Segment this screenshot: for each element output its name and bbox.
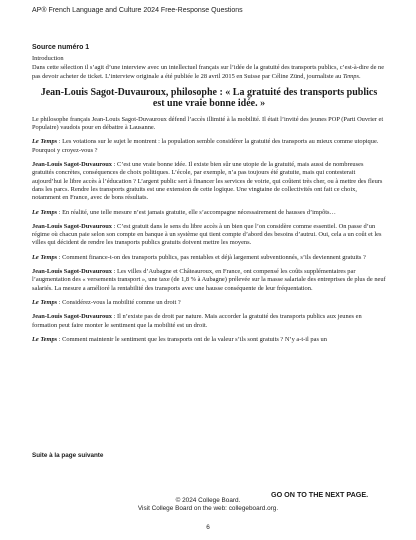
intro-label: Introduction [32, 55, 64, 63]
page-number: 6 [206, 524, 210, 531]
speaker-name: Jean-Louis Sagot-Duvauroux [32, 222, 112, 230]
speaker-text: : C’est une vraie bonne idée. Il existe bien sûr une utopie de la gratuité, mais aussi de nombreuses gratuités concrètes, conséquences de choix politiques. L’école, par exemple, n’a pas toujours été gratuite, mais qui contesterait aujourd’hui le libre accès à l’éducation ? L’argent public sert à financer les services de voirie, qui coûtent très cher, ou à mettre des fleurs dans les parcs. Rendre les transports gratuits est une extension de cette logique. Une vingtaine de collectivités ont fait ce choix, notamment en France, avec de bons résultats. [32, 161, 383, 202]
speaker-text: : Comment maintenir le sentiment que les transports ont de la valeur s’ils sont gratuits ? N’y a-t-il pas un [57, 335, 327, 343]
continue-notice: Suite à la page suivante [32, 452, 104, 459]
interview-paragraph [32, 223, 386, 248]
speaker-name: Le Temps [32, 335, 58, 343]
speaker-name: Jean-Louis Sagot-Duvauroux [32, 268, 112, 276]
speaker-name: Le Temps [32, 298, 58, 306]
interview-paragraph [32, 138, 386, 155]
page-header: AP® French Language and Culture 2024 Free-Response Questions [32, 7, 243, 14]
speaker-text: : En réalité, une telle mesure n’est jamais gratuite, elle s’accompagne nécessairement de hausses d’impôts… [57, 208, 336, 216]
article-lead: Le philosophe français Jean-Louis Sagot-Duvauroux défend l’accès illimité à la mobilité. Il était l’invité des jeunes POP (Parti Ouvrier et Populaire) vaudois pour en débattre à Lausanne. [32, 115, 384, 132]
interview-exchanges [32, 138, 386, 344]
speaker-text: : Les votations sur le sujet le montrent : la population semble considérer la gratuité des transports au mieux comme utopique. Pourquoi y croyez-vous ? [32, 138, 379, 154]
speaker-name: Jean-Louis Sagot-Duvauroux [32, 313, 112, 321]
document-body [32, 44, 386, 350]
speaker-text: : C’est gratuit dans le sens du libre accès à un bien que l’on considère comme essentiel. On passe d’un régime où chacun paie selon son compte en banque à un système qui tient compte d’abord des besoins d’autrui. Oui, cela a un coût et les villes qui décident de rendre les transports publics gratuits doivent mettre les moyens. [32, 222, 382, 247]
page-footer [0, 497, 416, 513]
footer-website: Visit College Board on the web: collegeboard.org. [137, 505, 279, 512]
speaker-text: : Les villes d’Aubagne et Châteauroux, en France, ont compensé les coûts supplémentaires par l’augmentation des « versements transport », une taxe (de 1,8 % à Aubagne) prélevée sur la masse salariale des entreprises de plus de neuf salariés. La mesure a amélioré la rentabilité des transports avec une hausse conséquente de leur fréquentation. [32, 268, 386, 292]
speaker-name: Le Temps [32, 208, 58, 216]
interview-paragraph [32, 209, 386, 217]
speaker-name: Le Temps [32, 253, 58, 261]
speaker-name: Le Temps [32, 138, 58, 146]
interview-paragraph [32, 299, 386, 307]
interview-paragraph [32, 268, 386, 293]
speaker-text: : Considérez-vous la mobilité comme un droit ? [57, 298, 181, 306]
speaker-name: Jean-Louis Sagot-Duvauroux [32, 161, 112, 169]
intro-body: Dans cette sélection il s’agit d’une interview avec un intellectuel français sur l’idée de la gratuité des transports publics, c’est-à-dire de ne pas devoir acheter de ticket. L’interview originale a été publiée le 28 avril 2015 en Suisse par Céline Zünd, journaliste au [32, 64, 385, 80]
speaker-text: : Il n’existe pas de droit par nature. Mais accorder la gratuité des transports publics aux jeunes en formation peut faire monter le sentiment que la mobilité est un droit. [32, 313, 362, 329]
source-title: Source numéro 1 [32, 44, 90, 51]
intro-end: . [358, 72, 361, 80]
interview-paragraph [32, 254, 386, 262]
article-title: Jean-Louis Sagot-Duvauroux, philosophe : « La gratuité des transports publics est une vraie bonne idée. » [40, 86, 378, 110]
intro-text [32, 64, 386, 81]
intro-journal: Temps [342, 72, 359, 80]
speaker-text: : Comment finance-t-on des transports publics, pas rentables et déjà largement subventionnés, s’ils deviennent gratuits ? [57, 253, 366, 261]
interview-paragraph [32, 313, 386, 330]
interview-paragraph [32, 161, 386, 202]
interview-paragraph [32, 336, 386, 344]
footer-copyright: © 2024 College Board. [175, 497, 241, 504]
go-to-next-page: GO ON TO THE NEXT PAGE. [271, 490, 369, 499]
